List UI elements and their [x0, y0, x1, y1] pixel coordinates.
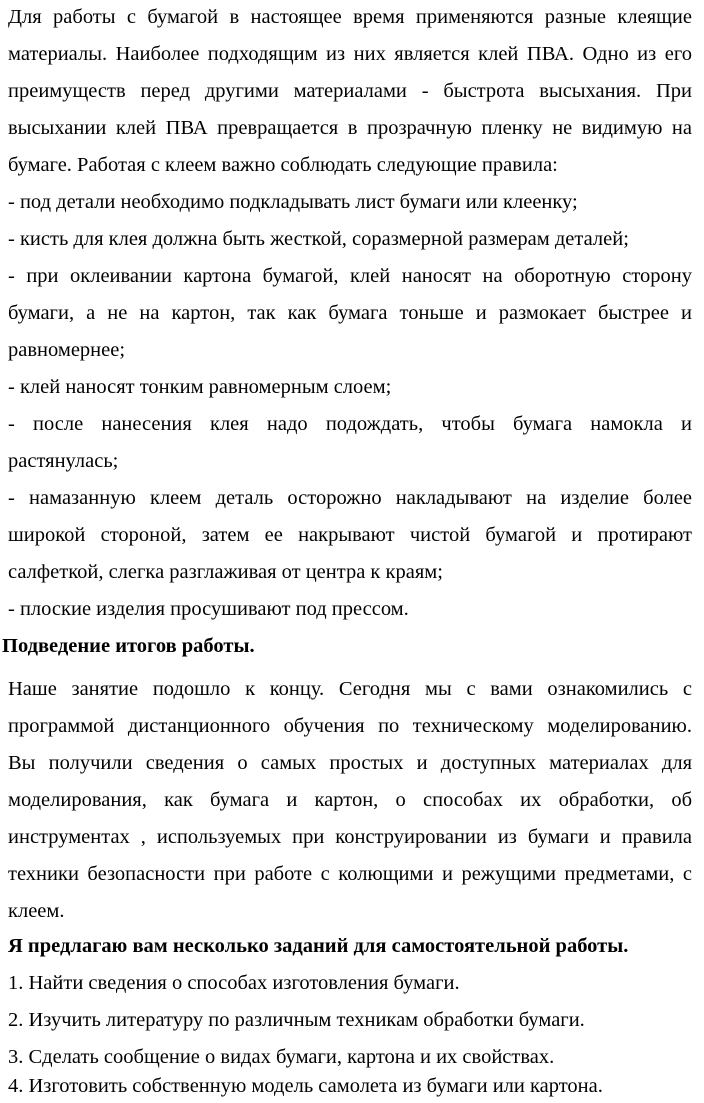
rule-item: растянулась; [8, 450, 119, 472]
task-item: 4. Изготовить собственную модель самолета из бумаги или картона. [8, 1075, 603, 1097]
rule-item: - под детали необходимо подкладывать лист бумаги или клеенку; [8, 191, 578, 213]
tasks-heading: Я предлагаю вам несколько заданий для самостоятельной работы. [8, 935, 629, 957]
summary-line: техники безопасности при работе с колющими и режущими предметами, с [8, 863, 692, 885]
paragraph-line: бумаге. Работая с клеем важно соблюдать следующие правила: [8, 154, 558, 176]
summary-line: программой дистанционного обучения по техническому моделированию. [8, 715, 692, 737]
rule-item: - клей наносят тонким равномерным слоем; [8, 376, 392, 398]
paragraph-line: преимуществ перед другими материалами - быстрота высыхания. При [8, 80, 692, 102]
rule-item: равномернее; [8, 339, 126, 361]
summary-line: Наше занятие подошло к концу. Сегодня мы с вами ознакомились с [8, 678, 692, 700]
rule-item: - плоские изделия просушивают под прессом. [8, 598, 409, 620]
paragraph-line: Для работы с бумагой в настоящее время применяются разные клеящие [8, 6, 692, 28]
rule-item: широкой стороной, затем ее накрывают чистой бумагой и протирают [8, 524, 692, 546]
task-item: 3. Сделать сообщение о видах бумаги, картона и их свойствах. [8, 1046, 555, 1068]
summary-line: Вы получили сведения о самых простых и доступных материалах для [8, 752, 692, 774]
task-item: 2. Изучить литературу по различным техникам обработки бумаги. [8, 1009, 585, 1031]
task-item: 1. Найти сведения о способах изготовления бумаги. [8, 972, 460, 994]
rule-item: - после нанесения клея надо подождать, чтобы бумага намокла и [8, 413, 692, 435]
rule-item: - намазанную клеем деталь осторожно накладывают на изделие более [8, 487, 692, 509]
paragraph-line: высыхании клей ПВА превращается в прозрачную пленку не видимую на [8, 117, 692, 139]
summary-line: клеем. [8, 900, 65, 922]
summary-line: моделирования, как бумага и картон, о способах их обработки, об [8, 789, 692, 811]
rule-item: - кисть для клея должна быть жесткой, соразмерной размерам деталей; [8, 228, 629, 250]
summary-heading: Подведение итогов работы. [2, 635, 255, 657]
rule-item: бумаги, а не на картон, так как бумага тоньше и размокает быстрее и [8, 302, 692, 324]
summary-line: инструментах , используемых при конструировании из бумаги и правила [8, 826, 692, 848]
rule-item: - при оклеивании картона бумагой, клей наносят на оборотную сторону [8, 265, 692, 287]
paragraph-line: материалы. Наиболее подходящим из них является клей ПВА. Одно из его [8, 43, 692, 65]
rule-item: салфеткой, слегка разглаживая от центра к краям; [8, 561, 443, 583]
